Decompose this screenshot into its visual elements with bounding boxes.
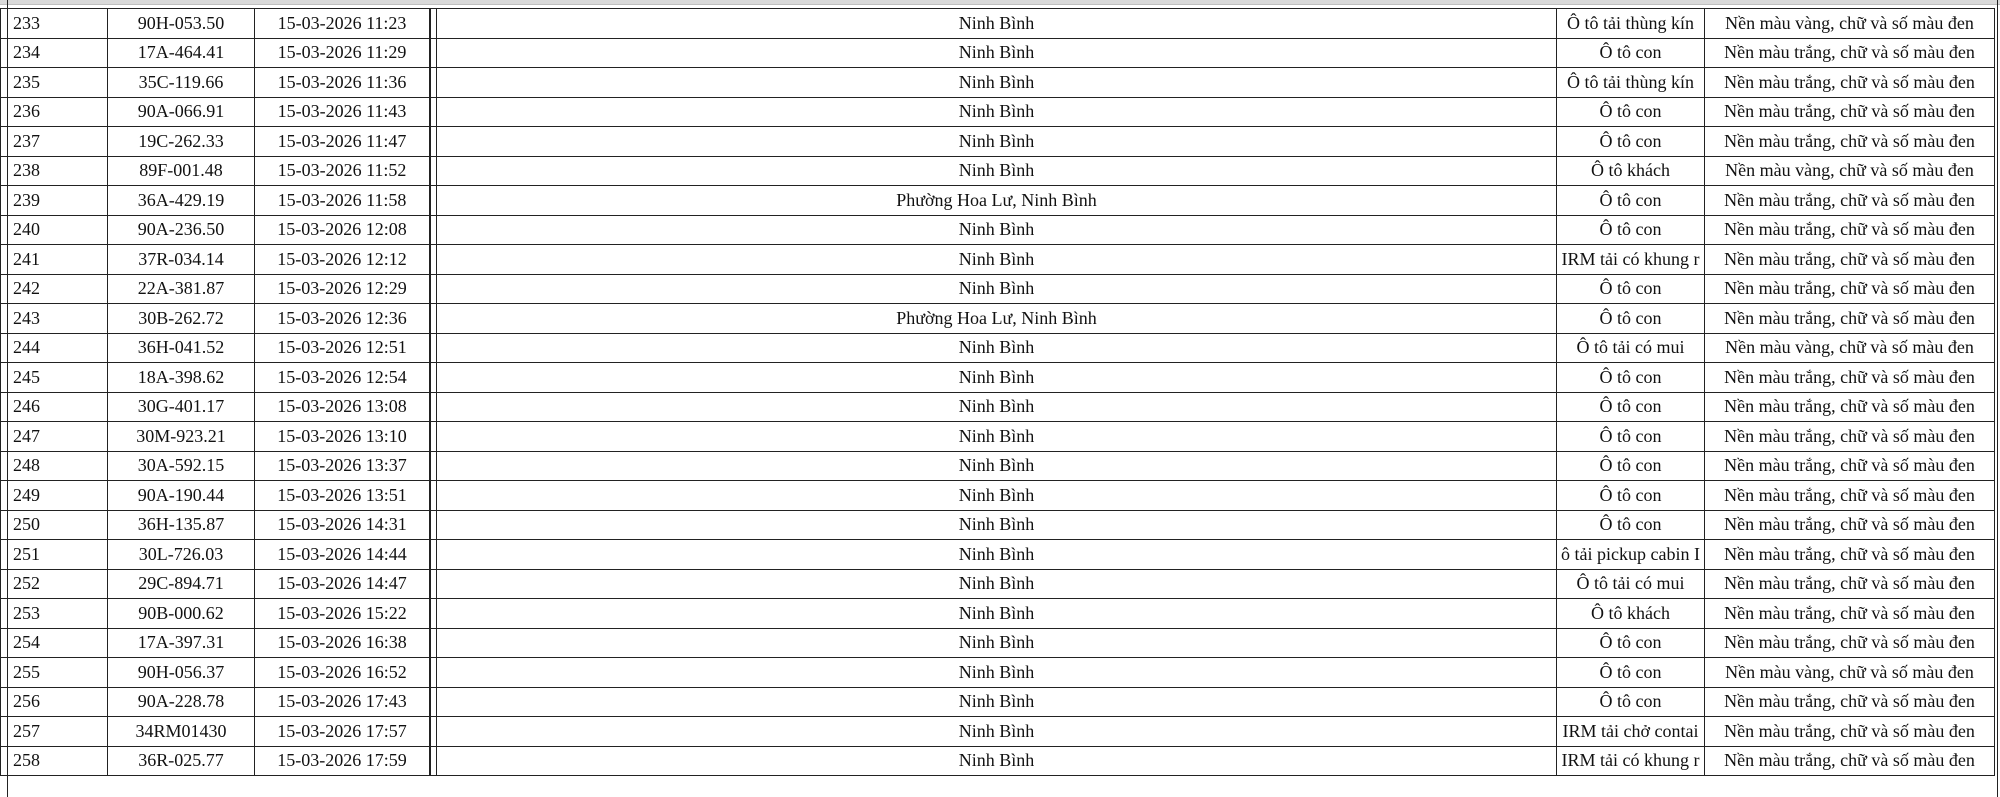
cell-index[interactable]: 257 (1, 717, 108, 747)
table-row[interactable] (1, 510, 1995, 540)
cell-vehicle-type[interactable]: Ô tô con (1557, 304, 1705, 334)
cell-plate-color[interactable]: Nền màu trắng, chữ và số màu đen (1705, 304, 1995, 334)
cell-timestamp[interactable]: 15-03-2026 11:29 (255, 38, 430, 68)
table-row[interactable] (1, 304, 1995, 334)
cell-vehicle-type[interactable]: Ô tô con (1557, 687, 1705, 717)
cell-plate-color[interactable]: Nền màu trắng, chữ và số màu đen (1705, 569, 1995, 599)
cell-plate-color[interactable]: Nền màu trắng, chữ và số màu đen (1705, 422, 1995, 452)
cell-index[interactable]: 252 (1, 569, 108, 599)
cell-index[interactable]: 242 (1, 274, 108, 304)
cell-vehicle-type[interactable]: Ô tô con (1557, 510, 1705, 540)
table-row[interactable] (1, 68, 1995, 98)
cell-index[interactable]: 239 (1, 186, 108, 216)
cell-vehicle-type[interactable]: Ô tô con (1557, 97, 1705, 127)
cell-plate-number[interactable]: 36H-135.87 (108, 510, 255, 540)
cell-plate-color[interactable]: Nền màu trắng, chữ và số màu đen (1705, 274, 1995, 304)
cell-location[interactable]: Ninh Bình (437, 658, 1557, 688)
cell-plate-color[interactable]: Nền màu trắng, chữ và số màu đen (1705, 540, 1995, 570)
cell-plate-number[interactable]: 29C-894.71 (108, 569, 255, 599)
table-row[interactable] (1, 392, 1995, 422)
cell-timestamp[interactable]: 15-03-2026 12:54 (255, 363, 430, 393)
cell-location[interactable]: Ninh Bình (437, 481, 1557, 511)
cell-plate-color[interactable]: Nền màu trắng, chữ và số màu đen (1705, 481, 1995, 511)
cell-vehicle-type[interactable]: Ô tô tải có mui (1557, 569, 1705, 599)
cell-vehicle-type[interactable]: IRM tải có khung r (1557, 746, 1705, 776)
table-row[interactable] (1, 363, 1995, 393)
cell-vehicle-type[interactable]: Ô tô con (1557, 451, 1705, 481)
cell-plate-number[interactable]: 19C-262.33 (108, 127, 255, 157)
table-row[interactable] (1, 215, 1995, 245)
cell-plate-color[interactable]: Nền màu trắng, chữ và số màu đen (1705, 510, 1995, 540)
cell-location[interactable]: Ninh Bình (437, 569, 1557, 599)
cell-index[interactable]: 251 (1, 540, 108, 570)
cell-plate-color[interactable]: Nền màu vàng, chữ và số màu đen (1705, 658, 1995, 688)
cell-timestamp[interactable]: 15-03-2026 11:43 (255, 97, 430, 127)
cell-plate-number[interactable]: 37R-034.14 (108, 245, 255, 275)
cell-location[interactable]: Ninh Bình (437, 9, 1557, 39)
cell-index[interactable]: 256 (1, 687, 108, 717)
cell-vehicle-type[interactable]: Ô tô con (1557, 658, 1705, 688)
cell-vehicle-type[interactable]: Ô tô tải thùng kín (1557, 9, 1705, 39)
cell-plate-color[interactable]: Nền màu trắng, chữ và số màu đen (1705, 215, 1995, 245)
cell-location[interactable]: Ninh Bình (437, 687, 1557, 717)
cell-plate-color[interactable]: Nền màu trắng, chữ và số màu đen (1705, 392, 1995, 422)
cell-location[interactable]: Ninh Bình (437, 245, 1557, 275)
cell-location[interactable]: Ninh Bình (437, 127, 1557, 157)
table-row[interactable] (1, 38, 1995, 68)
cell-index[interactable]: 234 (1, 38, 108, 68)
cell-timestamp[interactable]: 15-03-2026 16:52 (255, 658, 430, 688)
cell-plate-color[interactable]: Nền màu vàng, chữ và số màu đen (1705, 156, 1995, 186)
cell-location[interactable]: Ninh Bình (437, 510, 1557, 540)
table-row[interactable] (1, 481, 1995, 511)
table-row[interactable] (1, 599, 1995, 629)
table-row[interactable] (1, 186, 1995, 216)
table-row[interactable] (1, 9, 1995, 39)
cell-vehicle-type[interactable]: Ô tô khách (1557, 156, 1705, 186)
cell-index[interactable]: 243 (1, 304, 108, 334)
cell-timestamp[interactable]: 15-03-2026 11:58 (255, 186, 430, 216)
cell-vehicle-type[interactable]: IRM tải chở contai (1557, 717, 1705, 747)
cell-vehicle-type[interactable]: IRM tải có khung r (1557, 245, 1705, 275)
cell-timestamp[interactable]: 15-03-2026 11:36 (255, 68, 430, 98)
cell-plate-color[interactable]: Nền màu trắng, chữ và số màu đen (1705, 186, 1995, 216)
cell-location[interactable]: Ninh Bình (437, 38, 1557, 68)
cell-timestamp[interactable]: 15-03-2026 12:12 (255, 245, 430, 275)
cell-timestamp[interactable]: 15-03-2026 17:43 (255, 687, 430, 717)
cell-vehicle-type[interactable]: Ô tô con (1557, 628, 1705, 658)
cell-plate-color[interactable]: Nền màu trắng, chữ và số màu đen (1705, 97, 1995, 127)
table-row[interactable] (1, 658, 1995, 688)
cell-plate-number[interactable]: 90H-053.50 (108, 9, 255, 39)
table-body (1, 9, 1995, 776)
cell-plate-number[interactable]: 90A-228.78 (108, 687, 255, 717)
cell-index[interactable]: 238 (1, 156, 108, 186)
cell-vehicle-type[interactable]: Ô tô con (1557, 38, 1705, 68)
cell-plate-number[interactable]: 90H-056.37 (108, 658, 255, 688)
table-row[interactable] (1, 687, 1995, 717)
cell-vehicle-type[interactable]: Ô tô con (1557, 127, 1705, 157)
table-row[interactable] (1, 717, 1995, 747)
cell-plate-color[interactable]: Nền màu vàng, chữ và số màu đen (1705, 333, 1995, 363)
right-gridline (1997, 0, 1998, 797)
cell-plate-number[interactable]: 18A-398.62 (108, 363, 255, 393)
cell-location[interactable]: Ninh Bình (437, 274, 1557, 304)
cell-plate-number[interactable]: 22A-381.87 (108, 274, 255, 304)
cell-timestamp[interactable]: 15-03-2026 16:38 (255, 628, 430, 658)
cell-location[interactable]: Ninh Bình (437, 392, 1557, 422)
cell-plate-number[interactable]: 36R-025.77 (108, 746, 255, 776)
table-row[interactable] (1, 97, 1995, 127)
cell-plate-color[interactable]: Nền màu trắng, chữ và số màu đen (1705, 717, 1995, 747)
cell-timestamp[interactable]: 15-03-2026 11:23 (255, 9, 430, 39)
cell-plate-color[interactable]: Nền màu trắng, chữ và số màu đen (1705, 127, 1995, 157)
cell-location[interactable]: Ninh Bình (437, 97, 1557, 127)
cell-timestamp[interactable]: 15-03-2026 13:08 (255, 392, 430, 422)
cell-timestamp[interactable]: 15-03-2026 11:47 (255, 127, 430, 157)
cell-timestamp[interactable]: 15-03-2026 12:29 (255, 274, 430, 304)
cell-index[interactable]: 255 (1, 658, 108, 688)
cell-plate-number[interactable]: 90B-000.62 (108, 599, 255, 629)
table-row[interactable] (1, 746, 1995, 776)
table-row[interactable] (1, 156, 1995, 186)
cell-index[interactable]: 247 (1, 422, 108, 452)
cell-vehicle-type[interactable]: Ô tô con (1557, 481, 1705, 511)
cell-timestamp[interactable]: 15-03-2026 14:44 (255, 540, 430, 570)
cell-plate-color[interactable]: Nền màu trắng, chữ và số màu đen (1705, 628, 1995, 658)
cell-plate-color[interactable]: Nền màu trắng, chữ và số màu đen (1705, 363, 1995, 393)
cell-plate-number[interactable]: 36H-041.52 (108, 333, 255, 363)
cell-vehicle-type[interactable]: Ô tô con (1557, 363, 1705, 393)
cell-plate-color[interactable]: Nền màu vàng, chữ và số màu đen (1705, 9, 1995, 39)
cell-location[interactable]: Ninh Bình (437, 628, 1557, 658)
cell-plate-number[interactable]: 30G-401.17 (108, 392, 255, 422)
table-row[interactable] (1, 451, 1995, 481)
cell-location[interactable]: Ninh Bình (437, 746, 1557, 776)
cell-timestamp[interactable]: 15-03-2026 17:57 (255, 717, 430, 747)
cell-plate-number[interactable]: 35C-119.66 (108, 68, 255, 98)
cell-timestamp[interactable]: 15-03-2026 15:22 (255, 599, 430, 629)
cell-plate-color[interactable]: Nền màu trắng, chữ và số màu đen (1705, 68, 1995, 98)
violation-table (0, 8, 1995, 776)
table-row[interactable] (1, 127, 1995, 157)
cell-index[interactable]: 246 (1, 392, 108, 422)
cell-timestamp[interactable]: 15-03-2026 14:47 (255, 569, 430, 599)
cell-index[interactable]: 249 (1, 481, 108, 511)
cell-location[interactable]: Phường Hoa Lư, Ninh Bình (437, 304, 1557, 334)
table-row[interactable] (1, 333, 1995, 363)
cell-location[interactable]: Ninh Bình (437, 215, 1557, 245)
cell-plate-number[interactable]: 17A-397.31 (108, 628, 255, 658)
cell-plate-color[interactable]: Nền màu trắng, chữ và số màu đen (1705, 245, 1995, 275)
cell-plate-number[interactable]: 90A-190.44 (108, 481, 255, 511)
table-row[interactable] (1, 628, 1995, 658)
cell-plate-color[interactable]: Nền màu trắng, chữ và số màu đen (1705, 38, 1995, 68)
table-row[interactable] (1, 274, 1995, 304)
cell-location[interactable]: Ninh Bình (437, 156, 1557, 186)
cell-index[interactable]: 244 (1, 333, 108, 363)
cell-location[interactable]: Ninh Bình (437, 68, 1557, 98)
cell-plate-number[interactable]: 30L-726.03 (108, 540, 255, 570)
cell-plate-color[interactable]: Nền màu trắng, chữ và số màu đen (1705, 746, 1995, 776)
cell-plate-number[interactable]: 89F-001.48 (108, 156, 255, 186)
cell-location[interactable]: Ninh Bình (437, 333, 1557, 363)
cell-vehicle-type[interactable]: Ô tô khách (1557, 599, 1705, 629)
table-row[interactable] (1, 569, 1995, 599)
cell-index[interactable]: 253 (1, 599, 108, 629)
cell-vehicle-type[interactable]: Ô tô con (1557, 274, 1705, 304)
cell-location[interactable]: Ninh Bình (437, 599, 1557, 629)
cell-location[interactable]: Ninh Bình (437, 540, 1557, 570)
table-row[interactable] (1, 540, 1995, 570)
cell-index[interactable]: 254 (1, 628, 108, 658)
table-row[interactable] (1, 422, 1995, 452)
cell-location[interactable]: Phường Hoa Lư, Ninh Bình (437, 186, 1557, 216)
cell-index[interactable]: 236 (1, 97, 108, 127)
cell-index[interactable]: 233 (1, 9, 108, 39)
cell-plate-color[interactable]: Nền màu trắng, chữ và số màu đen (1705, 599, 1995, 629)
cell-location[interactable]: Ninh Bình (437, 451, 1557, 481)
cell-plate-number[interactable]: 17A-464.41 (108, 38, 255, 68)
cell-timestamp[interactable]: 15-03-2026 13:51 (255, 481, 430, 511)
cell-plate-number[interactable]: 36A-429.19 (108, 186, 255, 216)
cell-timestamp[interactable]: 15-03-2026 12:08 (255, 215, 430, 245)
cell-plate-color[interactable]: Nền màu trắng, chữ và số màu đen (1705, 451, 1995, 481)
cell-plate-number[interactable]: 30M-923.21 (108, 422, 255, 452)
table-row[interactable] (1, 245, 1995, 275)
cell-location[interactable]: Ninh Bình (437, 717, 1557, 747)
cell-index[interactable]: 241 (1, 245, 108, 275)
cell-vehicle-type[interactable]: Ô tô tải có mui (1557, 333, 1705, 363)
cell-plate-number[interactable]: 90A-236.50 (108, 215, 255, 245)
cell-vehicle-type[interactable]: Ô tô tải thùng kín (1557, 68, 1705, 98)
cell-vehicle-type[interactable]: Ô tô con (1557, 215, 1705, 245)
cell-index[interactable]: 258 (1, 746, 108, 776)
cell-plate-number[interactable]: 34RM01430 (108, 717, 255, 747)
header-strip (0, 0, 2000, 5)
cell-location[interactable]: Ninh Bình (437, 422, 1557, 452)
cell-index[interactable]: 248 (1, 451, 108, 481)
cell-plate-number[interactable]: 90A-066.91 (108, 97, 255, 127)
cell-timestamp[interactable]: 15-03-2026 14:31 (255, 510, 430, 540)
cell-index[interactable]: 250 (1, 510, 108, 540)
cell-vehicle-type[interactable]: Ô tô con (1557, 392, 1705, 422)
cell-timestamp[interactable]: 15-03-2026 12:51 (255, 333, 430, 363)
cell-timestamp[interactable]: 15-03-2026 13:10 (255, 422, 430, 452)
cell-vehicle-type[interactable]: Ô tô con (1557, 422, 1705, 452)
cell-vehicle-type[interactable]: Ô tô con (1557, 186, 1705, 216)
cell-plate-color[interactable]: Nền màu trắng, chữ và số màu đen (1705, 687, 1995, 717)
cell-vehicle-type[interactable]: ô tải pickup cabin I (1557, 540, 1705, 570)
cell-timestamp[interactable]: 15-03-2026 13:37 (255, 451, 430, 481)
cell-index[interactable]: 237 (1, 127, 108, 157)
cell-timestamp[interactable]: 15-03-2026 11:52 (255, 156, 430, 186)
cell-timestamp[interactable]: 15-03-2026 17:59 (255, 746, 430, 776)
cell-location[interactable]: Ninh Bình (437, 363, 1557, 393)
cell-index[interactable]: 240 (1, 215, 108, 245)
cell-index[interactable]: 245 (1, 363, 108, 393)
cell-plate-number[interactable]: 30A-592.15 (108, 451, 255, 481)
cell-plate-number[interactable]: 30B-262.72 (108, 304, 255, 334)
cell-index[interactable]: 235 (1, 68, 108, 98)
cell-timestamp[interactable]: 15-03-2026 12:36 (255, 304, 430, 334)
